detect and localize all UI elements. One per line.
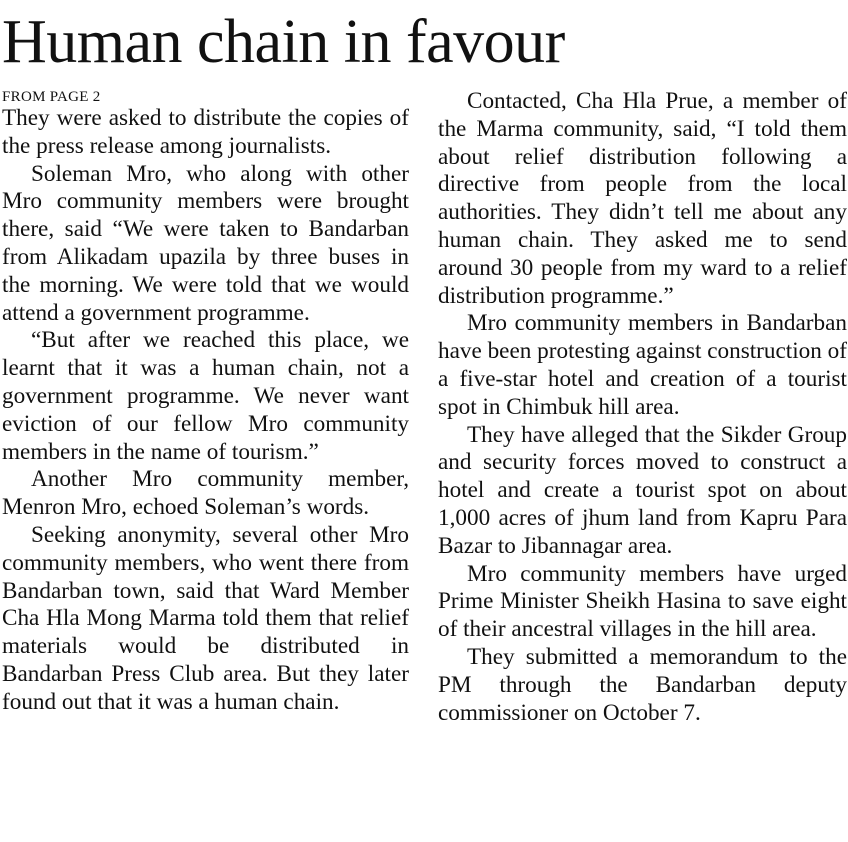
paragraph: “But after we reached this place, we learnt that it was a human chain, not a government programme. We never want eviction of our fellow Mro community members in the name of tourism.” — [2, 327, 409, 465]
paragraph: Mro community members in Bandarban have been protesting against construction of a five-star hotel and creation of a tourist spot in Chimbuk hill area. — [438, 310, 847, 420]
paragraph: They were asked to distribute the copies of the press release among journalists. — [2, 105, 409, 159]
continued-from-kicker: FROM PAGE 2 — [2, 89, 101, 105]
paragraph: Mro community members have urged Prime Minister Sheikh Hasina to save eight of their ancestral villages in the hill area. — [438, 560, 847, 643]
paragraph: Seeking anonymity, several other Mro community members, who went there from Bandarban town, said that Ward Member Cha Hla Mong Marma told them that relief materials would be distributed in Bandarban Press Club area. But they later found out that it was a human chain. — [2, 521, 409, 715]
paragraph: They have alleged that the Sikder Group and security forces moved to construct a hotel and create a tourist spot on about 1,000 acres of jhum land from Kapru Para Bazar to Jibannagar area. — [438, 421, 847, 559]
paragraph: Soleman Mro, who along with other Mro community members were brought there, said “We were taken to Bandarban from Alikadam upazila by three buses in the morning. We were told that we would attend a government programme. — [2, 160, 409, 326]
article-column-left — [2, 88, 409, 717]
headline: Human chain in favour — [2, 8, 565, 76]
paragraph: Contacted, Cha Hla Prue, a member of the Marma community, said, “I told them about relief distribution following a directive from people from the local authorities. They didn’t tell me about any human chain. They asked me to send around 30 people from my ward to a relief distribution programme.” — [438, 88, 847, 309]
paragraph: They submitted a memorandum to the PM through the Bandarban deputy commissioner on October 7. — [438, 643, 847, 726]
paragraph: Another Mro community member, Menron Mro, echoed Soleman’s words. — [2, 466, 409, 521]
article-column-right — [438, 88, 847, 727]
